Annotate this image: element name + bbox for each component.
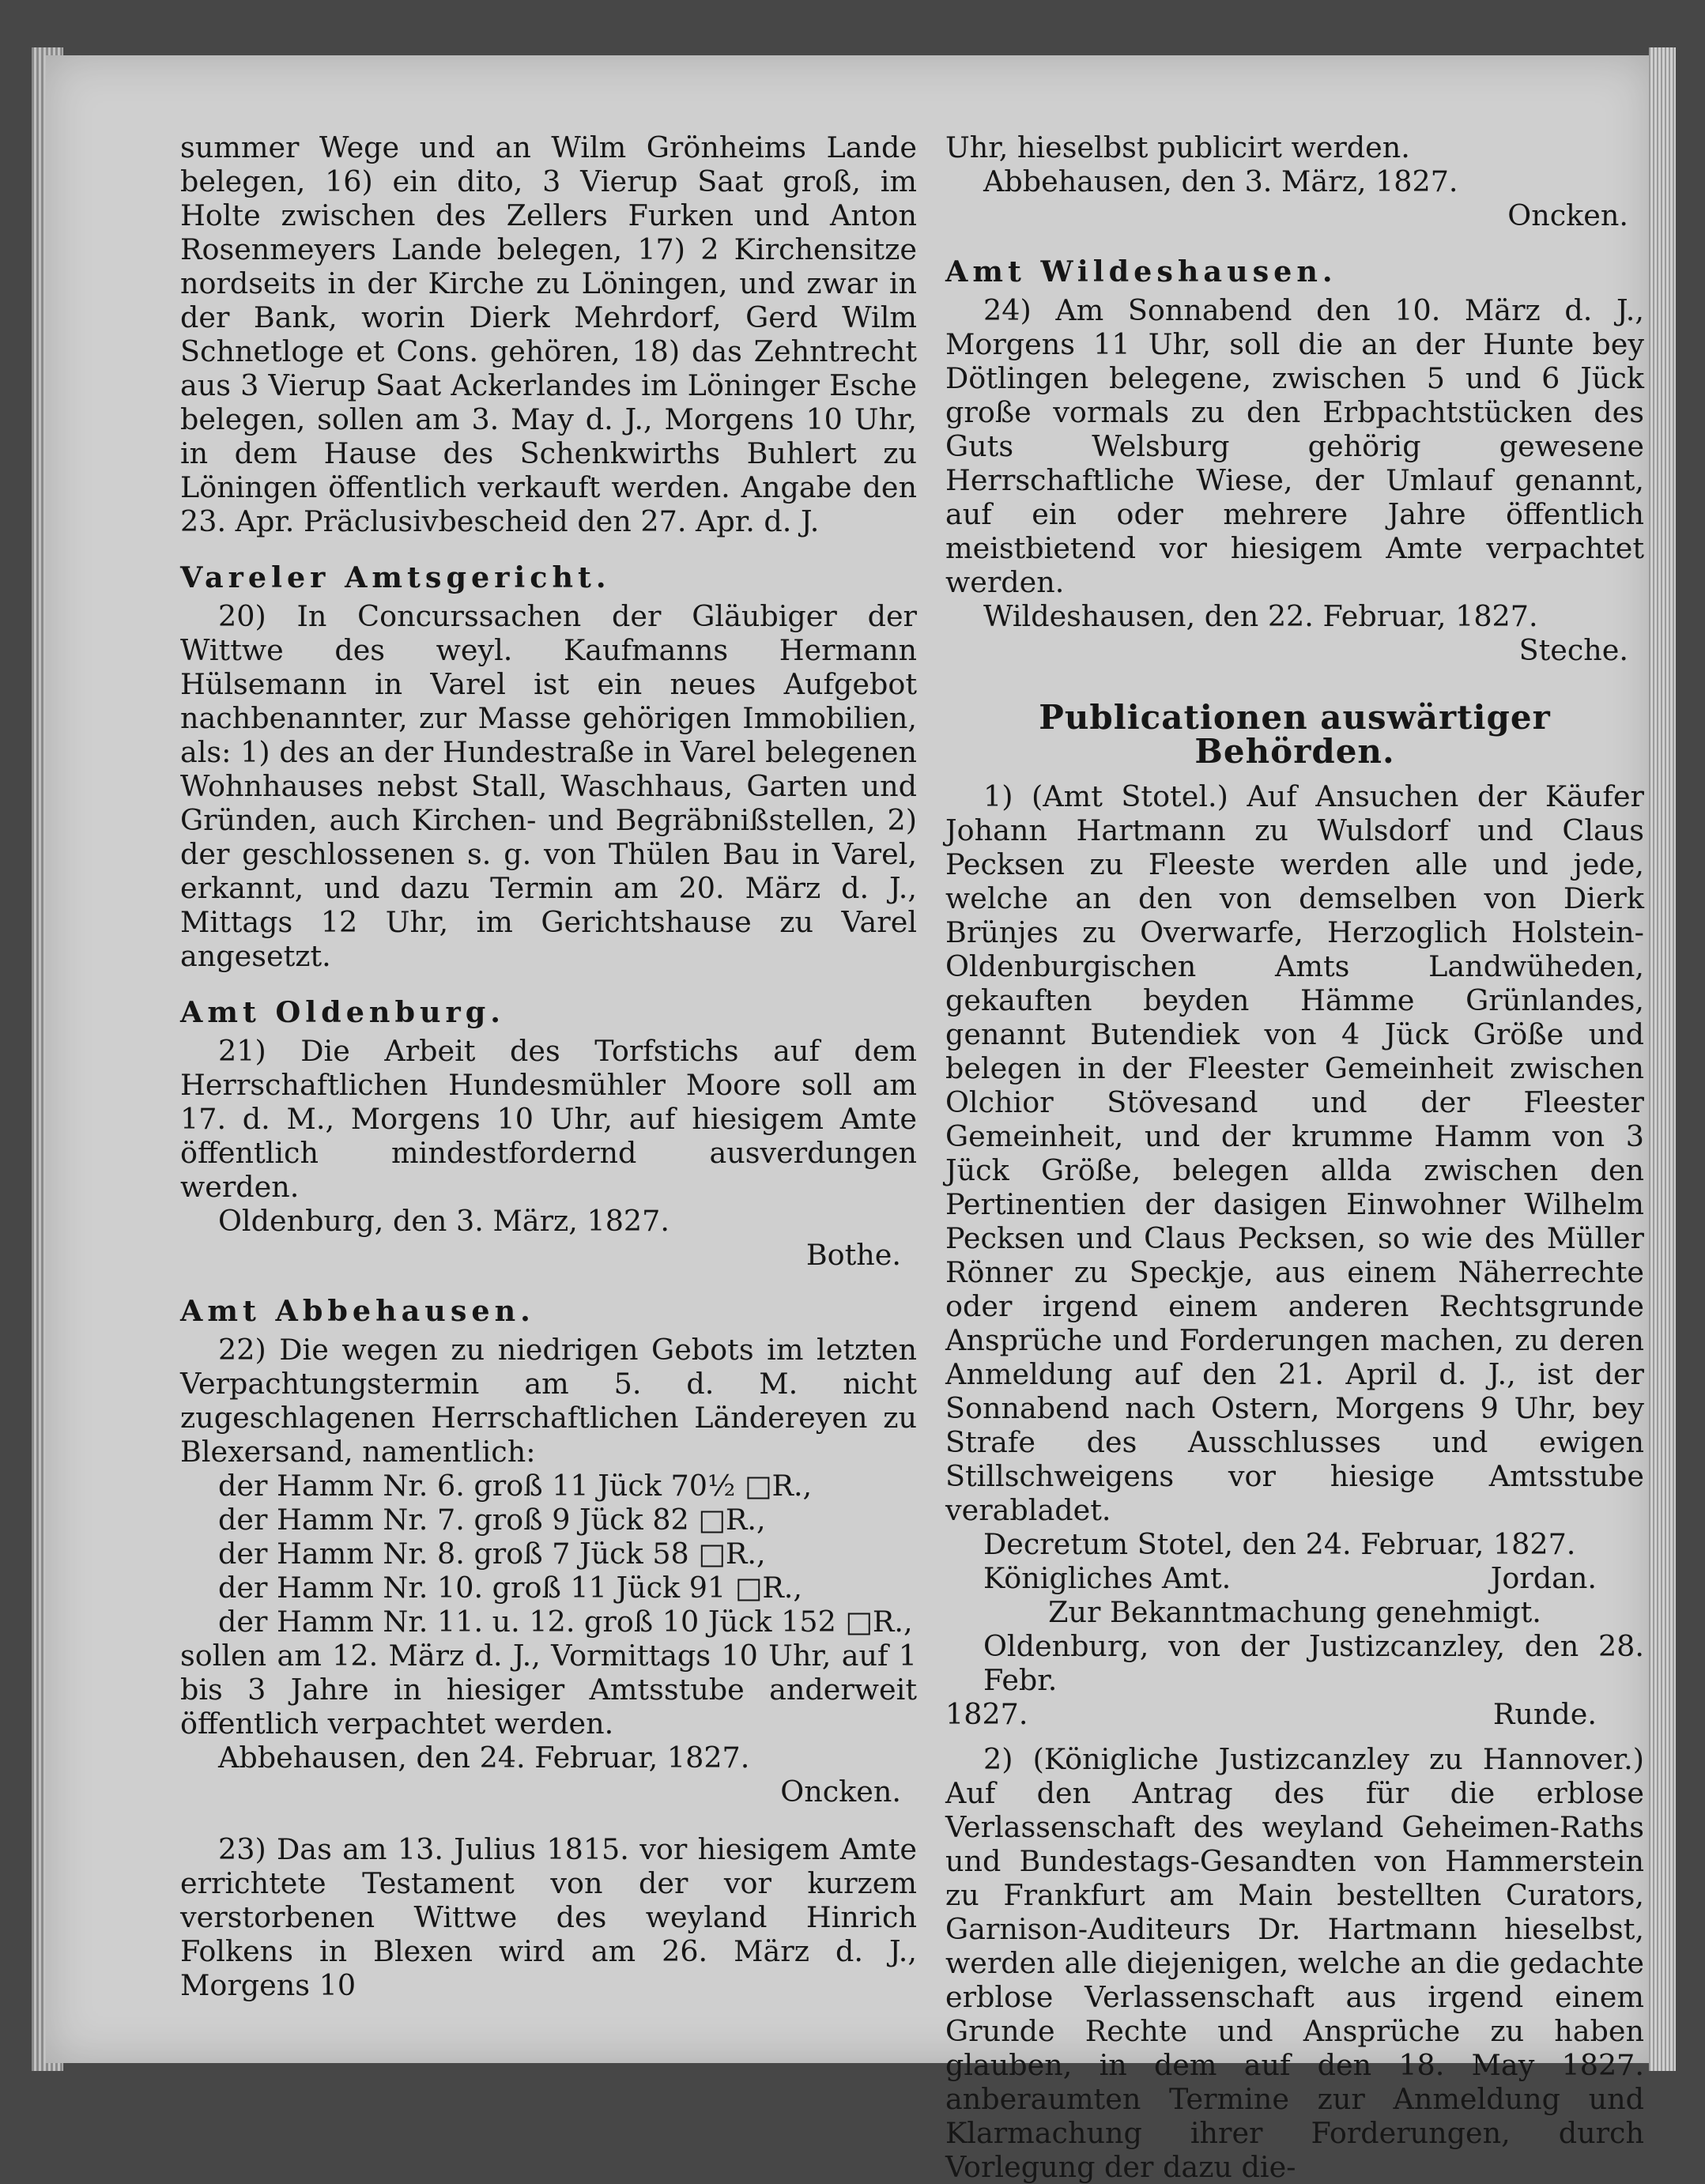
signature-jordan: Jordan. [1490,1561,1597,1595]
signature-row [945,1561,1644,1595]
heading-vareler-amtsgericht: Vareler Amtsgericht. [180,560,611,594]
notice-24-date: Wildeshausen, den 22. Februar, 1827. [983,599,1538,633]
notice-23-signature: Oncken. [1507,198,1628,232]
notice-23-continued: Uhr, hieselbst publicirt werden. [945,130,1410,164]
year-signature-row [945,1697,1644,1731]
list-item: der Hamm Nr. 10. groß 11 Jück 91 □R., [218,1571,803,1605]
decretum-line: Decretum Stotel, den 24. Februar, 1827. [983,1527,1576,1561]
notice-23: 23) Das am 13. Julius 1815. vor hiesigem Amte errichtete Testament von der vor kurzem verstorbenen Wittwe des weyland Hinrich Folkens in Blexen wird am 26. März d. J., Morgens 10 [180,1832,917,2002]
section-title-publicationen: Publicationen auswärtiger Behörden. [1039,698,1551,771]
signature-runde: Runde. [1492,1697,1597,1731]
publication-1: 1) (Amt Stotel.) Auf Ansuchen der Käufer Johann Hartmann zu Wulsdorf und Claus Pecksen zu Fleeste werden alle und jede, welche an den von demselben von Dierk Brünjes zu Overwarfe, Herzoglich Holstein-Oldenburgischen Amts Landwüheden, gekauften beyden Hämme Grünlandes, genannt Butendiek von 4 Jück Größe und belegen in der Fleester Gemeinheit zwischen Olchior Stövesand und der Fleester Gemeinheit, und der krumme Hamm von 3 Jück Größe, belegen allda zwischen den Pertinentien der dasigen Einwohner Wilhelm Pecksen und Claus Pecksen, so wie des Müller Rönner zu Speckje, aus einem Näherrechte oder irgend einem anderen Rechtsgrunde Ansprüche und Forderungen machen, zu deren Anmeldung auf den 21. April d. J., ist der Sonnabend nach Ostern, Morgens 9 Uhr, bey Strafe des Ausschlusses und ewigen Stillschweigens vor hiesige Amtsstube verabladet. [945,779,1644,1527]
notice-21-signature: Bothe. [805,1238,901,1272]
heading-amt-wildeshausen: Amt Wildeshausen. [945,255,1337,289]
notice-24: 24) Am Sonnabend den 10. März d. J., Morgens 11 Uhr, soll die an der Hunte bey Dötlingen belegene, zwischen 5 und 6 Jück große vormals zu den Erbpachtstücken des Guts Welsburg gehörig gewesene Herrschaftliche Wiese, der Umlauf genannt, auf ein oder mehrere Jahre öffentlich meistbietend vor hiesigem Amte verpachtet werden. [945,293,1644,599]
heading-amt-abbehausen: Amt Abbehausen. [180,1294,535,1328]
list-item: der Hamm Nr. 7. groß 9 Jück 82 □R., [218,1503,766,1537]
year: 1827. [945,1697,1028,1731]
oldenburg-date: Oldenburg, von der Justizcanzley, den 28. Febr. [983,1629,1644,1697]
list-item: der Hamm Nr. 11. u. 12. groß 10 Jück 152 □R., [218,1605,913,1639]
notice-20: 20) In Concurssachen der Gläubiger der Wittwe des weyl. Kaufmanns Hermann Hülsemann in Varel ist ein neues Aufgebot nachbenannter, zur Masse gehörigen Immobilien, als: 1) des an der Hundestraße in Varel belegenen Wohnhauses nebst Stall, Waschhaus, Garten und Gründen, auch Kirchen- und Begräbnißstellen, 2) der geschlossenen s. g. von Thülen Bau in Varel, erkannt, und dazu Termin am 20. März d. J., Mittags 12 Uhr, im Gerichtshause zu Varel angesetzt. [180,599,917,973]
parcel-list [180,1469,917,1639]
left-column [180,130,917,2002]
list-item: der Hamm Nr. 8. groß 7 Jück 58 □R., [218,1537,766,1571]
approval-line: Zur Bekanntmachung genehmigt. [1048,1595,1541,1629]
notice-23-date: Abbehausen, den 3. März, 1827. [983,164,1458,198]
publication-2: 2) (Königliche Justizcanzley zu Hannover.) Auf den Antrag des für die erblose Verlassenschaft des weyland Geheimen-Raths und Bundestags-Gesandten von Hammerstein zu Frankfurt am Main bestellten Curators, Garnison-Auditeurs Dr. Hartmann hieselbst, werden alle diejenigen, welche an die gedachte erblose Verlassenschaft aus irgend einem Grunde Rechte und Ansprüche zu haben glauben, in dem auf den 18. May 1827. anberaumten Termine zur Anmeldung und Klarmachung ihrer Forderungen, durch Vorlegung der dazu die- [945,1742,1644,2184]
paragraph-continuation: summer Wege und an Wilm Grönheims Lande belegen, 16) ein dito, 3 Vierup Saat groß, im Holte zwischen des Zellers Furken und Anton Rosenmeyers Lande belegen, 17) 2 Kirchensitze nordseits in der Kirche zu Löningen, und zwar in der Bank, worin Dierk Mehrdorf, Gerd Wilm Schnetloge et Cons. gehören, 18) das Zehntrecht aus 3 Vierup Saat Ackerlandes im Löninger Esche belegen, sollen am 3. May d. J., Morgens 10 Uhr, in dem Hause des Schenkwirths Buhlert zu Löningen öffentlich verkauft werden. Angabe den 23. Apr. Präclusivbescheid den 27. Apr. d. J. [180,130,917,538]
notice-22-signature: Oncken. [780,1775,901,1809]
list-item: der Hamm Nr. 6. groß 11 Jück 70½ □R., [218,1469,813,1503]
right-column [945,130,1644,2184]
heading-amt-oldenburg: Amt Oldenburg. [180,995,505,1029]
notice-21-date: Oldenburg, den 3. März, 1827. [218,1204,670,1238]
page-stack-right [1649,47,1676,2071]
notice-24-signature: Steche. [1518,633,1628,667]
notice-22-date: Abbehausen, den 24. Februar, 1827. [218,1741,750,1775]
notice-21: 21) Die Arbeit des Torfstichs auf dem Herrschaftlichen Hundesmühler Moore soll am 17. d. M., Morgens 10 Uhr, auf hiesigem Amte öffentlich mindestfordernd ausverdungen werden. [180,1034,917,1204]
signature-amt: Königliches Amt. [983,1561,1232,1595]
notice-22-continued: sollen am 12. März d. J., Vormittags 10 Uhr, auf 1 bis 3 Jahre in hiesiger Amtsstube anderweit öffentlich verpachtet werden. [180,1639,917,1741]
notice-22: 22) Die wegen zu niedrigen Gebots im letzten Verpachtungstermin am 5. d. M. nicht zugeschlagenen Herrschaftlichen Ländereyen zu Blexersand, namentlich: [180,1333,917,1469]
